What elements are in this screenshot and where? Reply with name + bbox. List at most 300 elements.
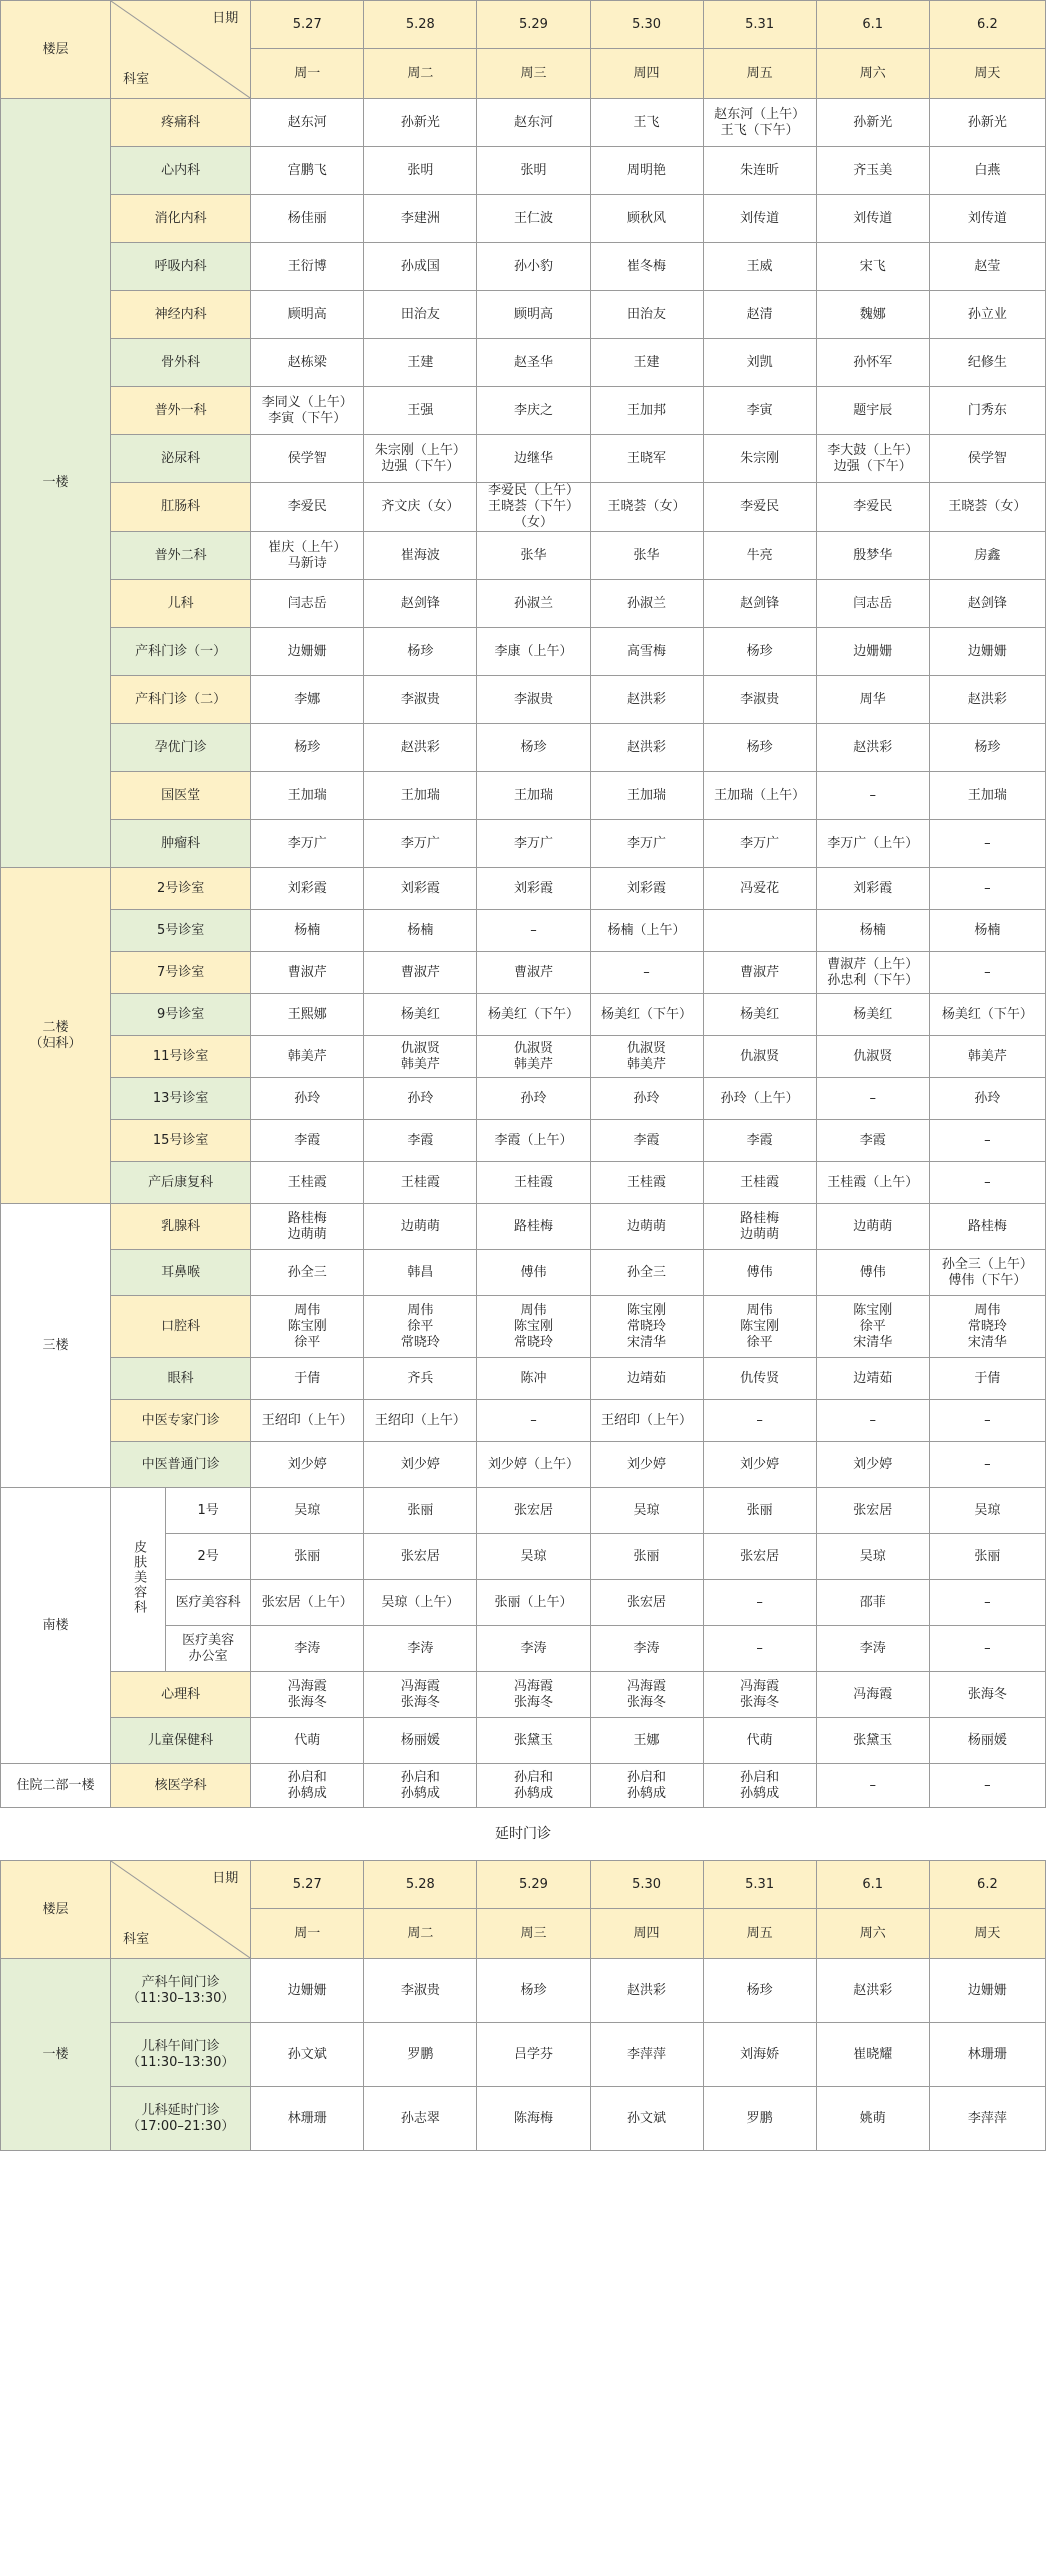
doctor-cell: 刘传道 xyxy=(816,195,929,243)
ext-date-header: 6.2 xyxy=(929,1861,1045,1909)
doctor-cell: 冯海霞 张海冬 xyxy=(364,1672,477,1718)
ext-weekday-header: 周六 xyxy=(816,1909,929,1959)
doctor-cell: – xyxy=(929,952,1045,994)
doctor-cell: 刘少婷 xyxy=(251,1442,364,1488)
doctor-cell: 仇淑贤 韩美芹 xyxy=(590,1036,703,1078)
doctor-cell: 王强 xyxy=(364,387,477,435)
doctor-cell: 张丽 xyxy=(364,1488,477,1534)
doctor-cell: 李万广 xyxy=(703,820,816,868)
doctor-cell: 孙玲 xyxy=(929,1078,1045,1120)
doctor-cell: 李爱民（上午） 王晓荟（下午） （女） xyxy=(477,483,590,532)
doctor-cell: 孙淑兰 xyxy=(477,580,590,628)
floor-cell: 三楼 xyxy=(1,1204,111,1488)
doctor-cell: 李庆之 xyxy=(477,387,590,435)
doctor-cell: 顾明高 xyxy=(251,291,364,339)
doctor-cell: 李寅 xyxy=(703,387,816,435)
date-dept-header xyxy=(111,1,251,99)
doctor-cell: 周明艳 xyxy=(590,147,703,195)
doctor-cell: 李涛 xyxy=(251,1626,364,1672)
doctor-cell: 李淑贵 xyxy=(364,676,477,724)
schedule-row xyxy=(1,1672,1046,1718)
doctor-cell: 齐兵 xyxy=(364,1358,477,1400)
extended-doctor-cell: 姚萌 xyxy=(816,2087,929,2151)
doctor-cell: 冯爱花 xyxy=(703,868,816,910)
doctor-cell: 邵菲 xyxy=(816,1580,929,1626)
dept-label: 科室 xyxy=(123,1932,150,1947)
weekday-header: 周一 xyxy=(251,49,364,99)
schedule-row xyxy=(1,532,1046,580)
doctor-cell: 刘少婷 xyxy=(364,1442,477,1488)
schedule-row xyxy=(1,868,1046,910)
doctor-cell: 仇淑贤 韩美芹 xyxy=(364,1036,477,1078)
extended-doctor-cell: 李萍萍 xyxy=(590,2023,703,2087)
date-header: 5.28 xyxy=(364,1,477,49)
doctor-cell: 崔海波 xyxy=(364,532,477,580)
doctor-cell: 王晓荟（女） xyxy=(590,483,703,532)
doctor-cell: 杨丽媛 xyxy=(929,1718,1045,1764)
doctor-cell: 纪修生 xyxy=(929,339,1045,387)
doctor-cell: – xyxy=(929,1162,1045,1204)
doctor-cell: – xyxy=(929,1580,1045,1626)
doctor-cell: 刘传道 xyxy=(929,195,1045,243)
dept-cell: 13号诊室 xyxy=(111,1078,251,1120)
doctor-cell: 王加瑞 xyxy=(929,772,1045,820)
dept-label: 科室 xyxy=(123,72,150,87)
doctor-cell: 王加瑞 xyxy=(251,772,364,820)
doctor-cell: 曹淑芹 xyxy=(477,952,590,994)
doctor-cell: 李霞 xyxy=(590,1120,703,1162)
ext-weekday-header: 周三 xyxy=(477,1909,590,1959)
doctor-cell: 赵洪彩 xyxy=(590,724,703,772)
dept-cell: 2号 xyxy=(166,1534,251,1580)
dept-cell: 孕优门诊 xyxy=(111,724,251,772)
doctor-cell: 刘彩霞 xyxy=(477,868,590,910)
doctor-cell: 门秀东 xyxy=(929,387,1045,435)
dept-cell: 消化内科 xyxy=(111,195,251,243)
doctor-cell: 杨丽媛 xyxy=(364,1718,477,1764)
doctor-cell: 崔庆（上午） 马新诗 xyxy=(251,532,364,580)
extended-section-title: 延时门诊 xyxy=(0,1808,1046,1860)
doctor-cell: 李霞 xyxy=(251,1120,364,1162)
doctor-cell: 王绍印（上午） xyxy=(364,1400,477,1442)
doctor-cell: 刘少婷 xyxy=(590,1442,703,1488)
doctor-cell: 代萌 xyxy=(251,1718,364,1764)
doctor-cell: – xyxy=(477,910,590,952)
doctor-cell: 杨珍 xyxy=(251,724,364,772)
doctor-cell: 边靖茹 xyxy=(590,1358,703,1400)
doctor-cell: 杨美红（下午） xyxy=(477,994,590,1036)
doctor-cell: 牛亮 xyxy=(703,532,816,580)
doctor-cell: 李爱民 xyxy=(703,483,816,532)
doctor-cell: – xyxy=(703,1400,816,1442)
dept-cell: 15号诊室 xyxy=(111,1120,251,1162)
doctor-cell: 孙启和 孙鸫成 xyxy=(477,1764,590,1808)
doctor-cell: – xyxy=(477,1400,590,1442)
doctor-cell: 刘凯 xyxy=(703,339,816,387)
doctor-cell: 边靖茹 xyxy=(816,1358,929,1400)
extended-doctor-cell: 吕学芬 xyxy=(477,2023,590,2087)
dept-cell: 普外二科 xyxy=(111,532,251,580)
extended-doctor-cell: 赵洪彩 xyxy=(816,1959,929,2023)
extended-row xyxy=(1,1959,1046,2023)
doctor-cell: 杨珍 xyxy=(477,724,590,772)
doctor-cell: 赵洪彩 xyxy=(590,676,703,724)
doctor-cell: 朱连昕 xyxy=(703,147,816,195)
doctor-cell: 孙新光 xyxy=(929,99,1045,147)
doctor-cell: 张宏居（上午） xyxy=(251,1580,364,1626)
doctor-cell: 赵洪彩 xyxy=(364,724,477,772)
doctor-cell: 孙玲（上午） xyxy=(703,1078,816,1120)
doctor-cell: – xyxy=(816,1764,929,1808)
ext-date-header: 5.31 xyxy=(703,1861,816,1909)
extended-schedule-table xyxy=(0,1860,1046,2151)
doctor-cell: 李大鼓（上午） 边强（下午） xyxy=(816,435,929,483)
doctor-cell: 王娜 xyxy=(590,1718,703,1764)
schedule-row xyxy=(1,1296,1046,1358)
doctor-cell: 边萌萌 xyxy=(364,1204,477,1250)
doctor-cell: 曹淑芹 xyxy=(703,952,816,994)
weekday-header: 周天 xyxy=(929,49,1045,99)
schedule-row xyxy=(1,435,1046,483)
doctor-cell: 王桂霞 xyxy=(364,1162,477,1204)
doctor-cell: 陈宝刚 徐平 宋清华 xyxy=(816,1296,929,1358)
dept-cell: 儿科 xyxy=(111,580,251,628)
date-header: 5.30 xyxy=(590,1,703,49)
doctor-cell: 周华 xyxy=(816,676,929,724)
doctor-cell: 李涛 xyxy=(477,1626,590,1672)
dept-cell: 乳腺科 xyxy=(111,1204,251,1250)
extended-doctor-cell: 李淑贵 xyxy=(364,1959,477,2023)
doctor-cell: 王加瑞 xyxy=(590,772,703,820)
dept-cell: 泌尿科 xyxy=(111,435,251,483)
doctor-cell: 宋飞 xyxy=(816,243,929,291)
weekday-header: 周四 xyxy=(590,49,703,99)
doctor-cell: 李霞 xyxy=(364,1120,477,1162)
main-schedule-body xyxy=(1,1,1046,1808)
doctor-cell: – xyxy=(590,952,703,994)
doctor-cell: 侯学智 xyxy=(929,435,1045,483)
dept-cell: 耳鼻喉 xyxy=(111,1250,251,1296)
doctor-cell: 王桂霞 xyxy=(703,1162,816,1204)
doctor-cell: 孙启和 孙鸫成 xyxy=(590,1764,703,1808)
doctor-cell: 刘彩霞 xyxy=(251,868,364,910)
schedule-row xyxy=(1,724,1046,772)
doctor-cell: 孙怀军 xyxy=(816,339,929,387)
doctor-cell: – xyxy=(929,1400,1045,1442)
extended-dept-cell: 儿科延时门诊 （17:00–21:30） xyxy=(111,2087,251,2151)
doctor-cell: 王飞 xyxy=(590,99,703,147)
doctor-cell: 王威 xyxy=(703,243,816,291)
schedule-row xyxy=(1,147,1046,195)
doctor-cell: 路桂梅 xyxy=(477,1204,590,1250)
doctor-cell: 张黛玉 xyxy=(816,1718,929,1764)
doctor-cell: 张宏居 xyxy=(590,1580,703,1626)
doctor-cell: 杨珍 xyxy=(703,724,816,772)
doctor-cell: 朱宗刚（上午） 边强（下午） xyxy=(364,435,477,483)
doctor-cell: 路桂梅 边萌萌 xyxy=(251,1204,364,1250)
dept-cell: 心内科 xyxy=(111,147,251,195)
schedule-row xyxy=(1,387,1046,435)
doctor-cell: 李建洲 xyxy=(364,195,477,243)
ext-date-header: 5.28 xyxy=(364,1861,477,1909)
doctor-cell: 殷梦华 xyxy=(816,532,929,580)
weekday-header: 周五 xyxy=(703,49,816,99)
doctor-cell: – xyxy=(703,1626,816,1672)
doctor-cell: 王桂霞 xyxy=(251,1162,364,1204)
doctor-cell: 闫志岳 xyxy=(816,580,929,628)
doctor-cell: 王加瑞 xyxy=(477,772,590,820)
dept-cell: 心理科 xyxy=(111,1672,251,1718)
extended-doctor-cell: 崔晓耀 xyxy=(816,2023,929,2087)
doctor-cell: 田治友 xyxy=(364,291,477,339)
doctor-cell: 吴琼 xyxy=(929,1488,1045,1534)
ext-date-dept-header xyxy=(111,1861,251,1959)
doctor-cell: 赵剑锋 xyxy=(929,580,1045,628)
extended-row xyxy=(1,2023,1046,2087)
date-header: 5.29 xyxy=(477,1,590,49)
doctor-cell: 边萌萌 xyxy=(590,1204,703,1250)
doctor-cell: 吴琼 xyxy=(816,1534,929,1580)
doctor-cell: 边继华 xyxy=(477,435,590,483)
schedule-row xyxy=(1,291,1046,339)
extended-doctor-cell: 李萍萍 xyxy=(929,2087,1045,2151)
schedule-row xyxy=(1,1250,1046,1296)
skin-group-label: 皮肤美容科 xyxy=(131,1539,147,1615)
extended-doctor-cell: 刘海娇 xyxy=(703,2023,816,2087)
extended-row xyxy=(1,2087,1046,2151)
doctor-cell: 孙启和 孙鸫成 xyxy=(251,1764,364,1808)
dept-cell: 产科门诊（一） xyxy=(111,628,251,676)
doctor-cell: 孙新光 xyxy=(364,99,477,147)
doctor-cell: 仇传贤 xyxy=(703,1358,816,1400)
doctor-cell: 闫志岳 xyxy=(251,580,364,628)
doctor-cell: 刘传道 xyxy=(703,195,816,243)
schedule-row xyxy=(1,994,1046,1036)
dept-cell: 5号诊室 xyxy=(111,910,251,952)
doctor-cell: 傅伟 xyxy=(477,1250,590,1296)
doctor-cell: 赵栋梁 xyxy=(251,339,364,387)
doctor-cell: 孙全三（上午） 傅伟（下午） xyxy=(929,1250,1045,1296)
weekday-header: 周六 xyxy=(816,49,929,99)
schedule-row xyxy=(1,580,1046,628)
schedule-row xyxy=(1,1400,1046,1442)
doctor-cell: 路桂梅 xyxy=(929,1204,1045,1250)
doctor-cell: 房鑫 xyxy=(929,532,1045,580)
doctor-cell: 张明 xyxy=(477,147,590,195)
doctor-cell: 赵清 xyxy=(703,291,816,339)
doctor-cell xyxy=(703,910,816,952)
doctor-cell: – xyxy=(929,1626,1045,1672)
doctor-cell: 李涛 xyxy=(364,1626,477,1672)
doctor-cell: 路桂梅 边萌萌 xyxy=(703,1204,816,1250)
doctor-cell: 赵圣华 xyxy=(477,339,590,387)
ext-date-header: 6.1 xyxy=(816,1861,929,1909)
extended-title-table xyxy=(0,1808,1046,1860)
doctor-cell: 王熙娜 xyxy=(251,994,364,1036)
doctor-cell: – xyxy=(703,1580,816,1626)
schedule-row xyxy=(1,1358,1046,1400)
doctor-cell: 李霞 xyxy=(703,1120,816,1162)
doctor-cell: 杨楠 xyxy=(251,910,364,952)
dept-cell: 中医普通门诊 xyxy=(111,1442,251,1488)
doctor-cell: 冯海霞 张海冬 xyxy=(477,1672,590,1718)
schedule-row xyxy=(1,1078,1046,1120)
doctor-cell: – xyxy=(929,1442,1045,1488)
doctor-cell: 李淑贵 xyxy=(703,676,816,724)
doctor-cell: 张宏居 xyxy=(703,1534,816,1580)
schedule-row xyxy=(1,1764,1046,1808)
doctor-cell: 孙成国 xyxy=(364,243,477,291)
doctor-cell: 魏娜 xyxy=(816,291,929,339)
dept-cell: 神经内科 xyxy=(111,291,251,339)
extended-doctor-cell: 赵洪彩 xyxy=(590,1959,703,2023)
ext-weekday-header: 周四 xyxy=(590,1909,703,1959)
extended-doctor-cell: 孙文斌 xyxy=(590,2087,703,2151)
dept-cell: 普外一科 xyxy=(111,387,251,435)
doctor-cell: 杨楠（上午） xyxy=(590,910,703,952)
doctor-cell: 周伟 陈宝刚 徐平 xyxy=(703,1296,816,1358)
schedule-row xyxy=(1,99,1046,147)
date-header: 6.2 xyxy=(929,1,1045,49)
doctor-cell: 李万广 xyxy=(364,820,477,868)
dept-cell: 国医堂 xyxy=(111,772,251,820)
dept-cell: 7号诊室 xyxy=(111,952,251,994)
doctor-cell: 边姗姗 xyxy=(251,628,364,676)
doctor-cell: 张海冬 xyxy=(929,1672,1045,1718)
doctor-cell: 张丽 xyxy=(703,1488,816,1534)
doctor-cell: 李涛 xyxy=(590,1626,703,1672)
extended-doctor-cell: 孙文斌 xyxy=(251,2023,364,2087)
doctor-cell: 刘少婷 xyxy=(703,1442,816,1488)
doctor-cell: 王加邦 xyxy=(590,387,703,435)
doctor-cell: 傅伟 xyxy=(703,1250,816,1296)
doctor-cell: 杨美红（下午） xyxy=(590,994,703,1036)
dept-cell: 产后康复科 xyxy=(111,1162,251,1204)
doctor-cell: 赵东河（上午） 王飞（下午） xyxy=(703,99,816,147)
doctor-cell: 张黛玉 xyxy=(477,1718,590,1764)
doctor-cell: 刘少婷（上午） xyxy=(477,1442,590,1488)
doctor-cell: 王绍印（上午） xyxy=(590,1400,703,1442)
schedule-row xyxy=(1,772,1046,820)
doctor-cell: 王晓军 xyxy=(590,435,703,483)
doctor-cell: 孙淑兰 xyxy=(590,580,703,628)
doctor-cell: 曹淑芹 xyxy=(364,952,477,994)
doctor-cell: 李万广 xyxy=(477,820,590,868)
date-header: 5.27 xyxy=(251,1,364,49)
doctor-cell: 陈冲 xyxy=(477,1358,590,1400)
schedule-row xyxy=(1,1036,1046,1078)
doctor-cell: 张宏居 xyxy=(364,1534,477,1580)
doctor-cell: 张明 xyxy=(364,147,477,195)
doctor-cell: 李淑贵 xyxy=(477,676,590,724)
floor-cell: 一楼 xyxy=(1,99,111,868)
dept-cell: 医疗美容 办公室 xyxy=(166,1626,251,1672)
date-header: 5.31 xyxy=(703,1,816,49)
doctor-cell: 周伟 陈宝刚 徐平 xyxy=(251,1296,364,1358)
doctor-cell: 张华 xyxy=(590,532,703,580)
schedule-row xyxy=(1,1488,1046,1534)
ext-header-row-dates xyxy=(1,1861,1046,1909)
dept-cell: 2号诊室 xyxy=(111,868,251,910)
ext-weekday-header: 周二 xyxy=(364,1909,477,1959)
doctor-cell: 杨珍 xyxy=(929,724,1045,772)
doctor-cell: 李爱民 xyxy=(251,483,364,532)
doctor-cell: 边姗姗 xyxy=(816,628,929,676)
weekday-header: 周二 xyxy=(364,49,477,99)
doctor-cell: 王衍博 xyxy=(251,243,364,291)
schedule-row xyxy=(1,1204,1046,1250)
dept-cell: 肛肠科 xyxy=(111,483,251,532)
doctor-cell: 白燕 xyxy=(929,147,1045,195)
doctor-cell: 刘少婷 xyxy=(816,1442,929,1488)
doctor-cell: 田治友 xyxy=(590,291,703,339)
dept-cell: 眼科 xyxy=(111,1358,251,1400)
doctor-cell: 张丽 xyxy=(929,1534,1045,1580)
schedule-row xyxy=(1,243,1046,291)
extended-doctor-cell: 边姗姗 xyxy=(251,1959,364,2023)
doctor-cell: 赵洪彩 xyxy=(929,676,1045,724)
dept-cell: 中医专家门诊 xyxy=(111,1400,251,1442)
ext-date-header: 5.27 xyxy=(251,1861,364,1909)
doctor-cell: 孙新光 xyxy=(816,99,929,147)
doctor-cell: 李爱民 xyxy=(816,483,929,532)
date-label: 日期 xyxy=(212,1871,239,1886)
dept-cell: 肿瘤科 xyxy=(111,820,251,868)
schedule-row xyxy=(1,1162,1046,1204)
doctor-cell: – xyxy=(816,772,929,820)
doctor-cell: 顾秋风 xyxy=(590,195,703,243)
extended-doctor-cell: 边姗姗 xyxy=(929,1959,1045,2023)
schedule-row xyxy=(1,1120,1046,1162)
doctor-cell: 孙启和 孙鸫成 xyxy=(364,1764,477,1808)
doctor-cell: 孙玲 xyxy=(477,1078,590,1120)
date-header: 6.1 xyxy=(816,1,929,49)
doctor-cell: 齐文庆（女） xyxy=(364,483,477,532)
schedule-row xyxy=(1,339,1046,387)
ext-floor-header: 楼层 xyxy=(1,1861,111,1959)
doctor-cell: 朱宗刚 xyxy=(703,435,816,483)
doctor-cell: – xyxy=(929,820,1045,868)
doctor-cell: 杨珍 xyxy=(703,628,816,676)
extended-schedule-body xyxy=(1,1861,1046,2151)
ext-weekday-header: 周天 xyxy=(929,1909,1045,1959)
dept-cell: 核医学科 xyxy=(111,1764,251,1808)
extended-dept-cell: 产科午间门诊 （11:30–13:30） xyxy=(111,1959,251,2023)
doctor-cell: 曹淑芹（上午） 孙忠利（下午） xyxy=(816,952,929,994)
dept-cell: 儿童保健科 xyxy=(111,1718,251,1764)
doctor-cell: 刘彩霞 xyxy=(590,868,703,910)
doctor-cell: 张丽 xyxy=(590,1534,703,1580)
ext-weekday-header: 周一 xyxy=(251,1909,364,1959)
schedule-row xyxy=(1,910,1046,952)
doctor-cell: 冯海霞 张海冬 xyxy=(703,1672,816,1718)
schedule-row xyxy=(1,1442,1046,1488)
schedule-row xyxy=(1,483,1046,532)
doctor-cell: 李万广（上午） xyxy=(816,820,929,868)
doctor-cell: 王仁波 xyxy=(477,195,590,243)
doctor-cell: 仇淑贤 韩美芹 xyxy=(477,1036,590,1078)
extended-floor-cell: 一楼 xyxy=(1,1959,111,2151)
doctor-cell: 孙玲 xyxy=(251,1078,364,1120)
dept-cell: 骨外科 xyxy=(111,339,251,387)
floor-cell: 住院二部一楼 xyxy=(1,1764,111,1808)
doctor-cell: 冯海霞 xyxy=(816,1672,929,1718)
doctor-cell: 崔冬梅 xyxy=(590,243,703,291)
dept-cell: 11号诊室 xyxy=(111,1036,251,1078)
doctor-cell: 吴琼 xyxy=(477,1534,590,1580)
doctor-cell: 代萌 xyxy=(703,1718,816,1764)
doctor-cell: 边姗姗 xyxy=(929,628,1045,676)
